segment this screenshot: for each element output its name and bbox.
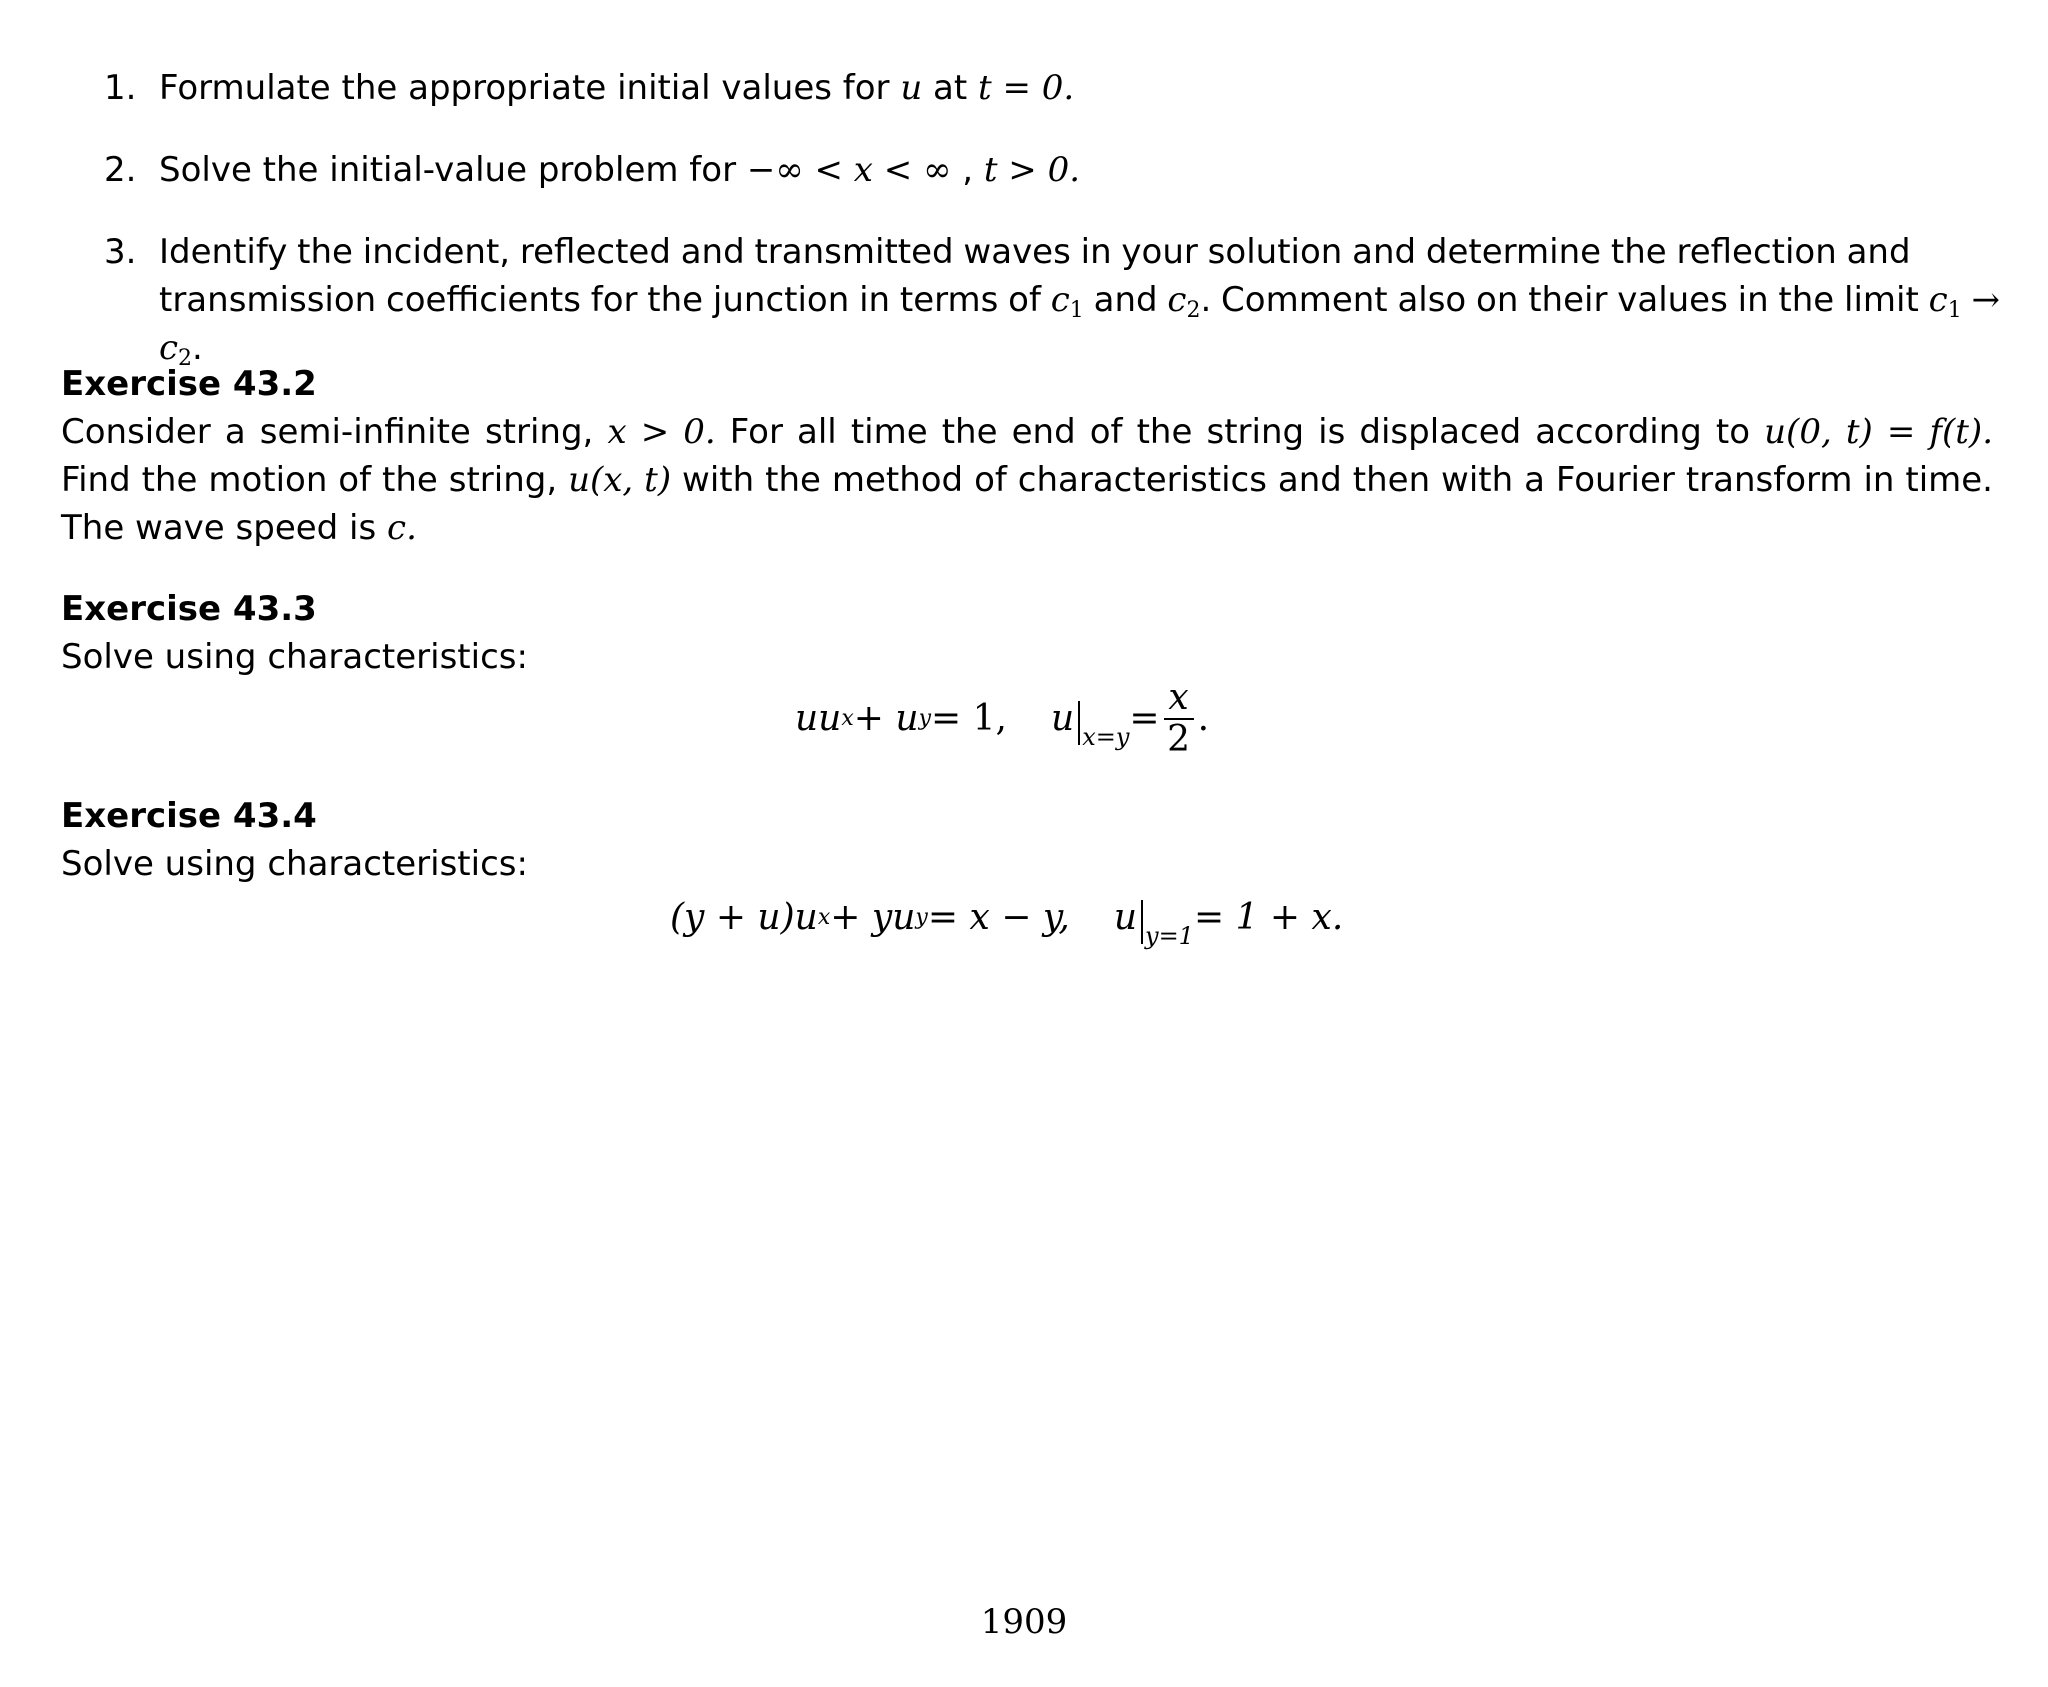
body-text: For all time the end of the string is displaced according to	[715, 412, 1765, 452]
math-inline: u(0, t) = f(t).	[1764, 412, 1994, 452]
eq-term: (y + u)u	[670, 897, 818, 938]
list-number: 1.	[104, 68, 137, 108]
page-number: 1909	[980, 1602, 1068, 1642]
math-inline: u	[900, 68, 923, 108]
eq-term: .	[1197, 698, 1210, 739]
eq-term: u	[1051, 698, 1075, 739]
evaluation-bar	[1141, 900, 1143, 944]
math-subscript: 1	[1947, 298, 1962, 323]
list-text: ,	[951, 150, 984, 190]
list-text: Solve the initial-value problem for	[159, 150, 747, 190]
fraction-denominator: 2	[1167, 719, 1191, 760]
fraction	[1164, 678, 1194, 760]
list-text: and	[1083, 280, 1168, 320]
eq-term: uu	[795, 698, 842, 739]
exercise-title: Exercise 43.3	[61, 589, 317, 629]
exercise-title: Exercise 43.4	[61, 796, 317, 836]
eq-term: u	[1113, 897, 1138, 938]
math-inline: c	[1167, 280, 1187, 320]
eq-equals: =	[1129, 698, 1160, 739]
exercise-intro: Solve using characteristics:	[61, 844, 528, 884]
eq-condition: y=1	[1145, 922, 1194, 950]
math-inline: u(x, t)	[568, 460, 672, 500]
list-item-3	[104, 228, 2004, 372]
list-text: at	[922, 68, 979, 108]
exercise-body	[61, 408, 1993, 552]
body-text: Consider a semi-infinite string,	[61, 412, 608, 452]
eq-term: + u	[853, 698, 919, 739]
equation-43-4: (y + u)u x + yu y = x − y, u y=1 = 1 + x.	[670, 894, 1343, 942]
exercise-43-3	[61, 585, 1993, 681]
eq-term: = 1 + x.	[1193, 897, 1344, 938]
eq-term: = 1,	[931, 698, 1007, 739]
eq-condition: x=y	[1082, 723, 1130, 751]
list-item-2	[104, 146, 2004, 194]
math-inline: t = 0.	[978, 68, 1075, 108]
math-subscript: 1	[1069, 298, 1084, 323]
math-inline: c.	[387, 508, 417, 548]
math-arrow: →	[1961, 280, 2000, 320]
math-inline: t > 0.	[983, 150, 1081, 190]
exercise-intro: Solve using characteristics:	[61, 637, 528, 677]
exercise-43-2	[61, 360, 1993, 552]
equation-43-3: uu x + u y = 1, u x=y = $\frac{x}{2}$ .	[795, 677, 1210, 760]
math-subscript: 2	[1186, 298, 1201, 323]
list-text: Formulate the appropriate initial values for	[159, 68, 901, 108]
list-number: 2.	[104, 150, 137, 190]
eq-term: + yu	[830, 897, 916, 938]
math-inline: c	[159, 328, 179, 368]
exercise-43-4	[61, 792, 1993, 888]
math-inline: c	[1928, 280, 1948, 320]
math-inline: −∞ < x < ∞	[746, 150, 952, 190]
exercise-title: Exercise 43.2	[61, 364, 317, 404]
body-text: Find the motion of the string,	[61, 460, 569, 500]
body-text: with the method of characteristics and then with a Fourier transform in time. The wave speed is	[61, 460, 1993, 548]
list-number: 3.	[104, 232, 137, 272]
list-text: . Comment also on their values in the limit	[1200, 280, 1929, 320]
math-subscript: 2	[178, 346, 193, 371]
math-inline: c	[1050, 280, 1070, 320]
list-text: .	[192, 328, 203, 368]
math-inline: x > 0.	[607, 412, 716, 452]
eq-term: = x − y,	[927, 897, 1070, 938]
problem-list	[104, 64, 2004, 406]
fraction-numerator: x	[1168, 677, 1189, 718]
evaluation-bar	[1078, 701, 1080, 745]
list-text: Identify the incident, reflected and transmitted waves in your solution and determine the reflection and transmission coefficients for the junction in terms of	[159, 232, 1911, 320]
list-item-1	[104, 64, 2004, 112]
